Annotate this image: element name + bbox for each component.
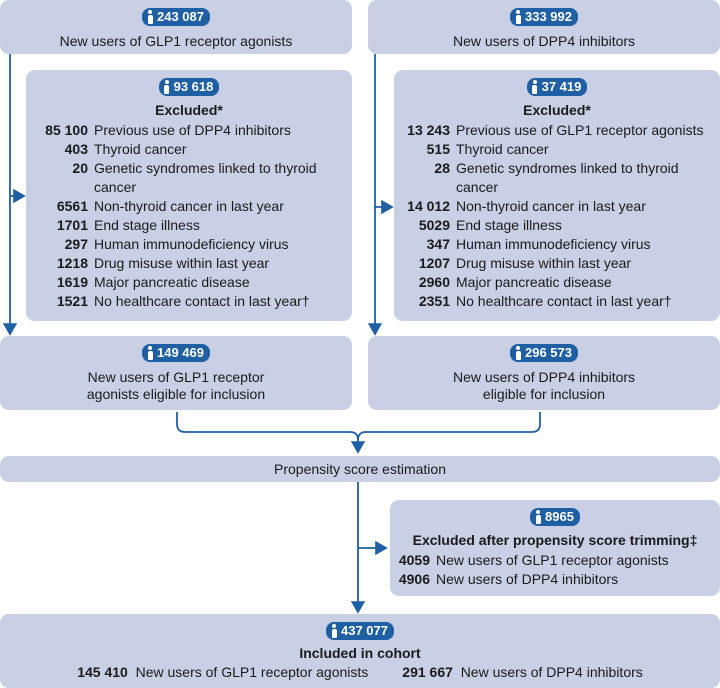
excluded-list [32,121,346,311]
count-badge: 437 077 [326,622,394,640]
count-badge: 8965 [530,508,580,526]
list-item: 20 Genetic syndromes linked to thyroid cancer [72,160,317,195]
list-item: 85 100 Previous use of DPP4 inhibitors [45,122,291,138]
merge-right [358,412,540,440]
list-item: 1218 Drug misuse within last year [56,255,270,271]
list-item: 515 Thyroid cancer [426,141,549,157]
excluded-list [400,121,714,311]
merge-left [177,412,358,452]
excluded-title: Excluded* [155,102,223,118]
excluded-title: Excluded after propensity score trimming‡ [412,532,698,548]
count-badge: 243 087 [142,8,210,26]
list-item: 1207 Drug misuse within last year [418,255,632,271]
person-icon [531,80,539,94]
box-dpp4-eligible [368,336,720,410]
list-item: 5029 End stage illness [418,217,562,233]
list-item: 403 Thyroid cancer [64,141,187,157]
person-icon [163,80,171,94]
person-icon [330,624,338,638]
list-item: 1701 End stage illness [56,217,200,233]
box-label: New users of DPP4 inhibitors [452,33,636,49]
count-badge: 93 618 [159,78,220,96]
count-badge: 296 573 [510,344,578,362]
box-trimming-excluded [390,500,720,596]
person-icon [534,510,542,524]
box-propensity-estimation [0,456,720,482]
box-glp1-new-users [0,0,352,54]
box-label: Propensity score estimation [274,461,446,477]
cohort-dpp4: 291 667 New users of DPP4 inhibitors [402,664,643,680]
list-item: 2960 Major pancreatic disease [418,274,612,290]
box-included-cohort [0,614,720,688]
person-icon [146,10,154,24]
excluded-title: Excluded* [523,102,591,118]
box-label-line1: New users of DPP4 inhibitors [452,369,636,385]
box-glp1-eligible [0,336,352,410]
person-icon [514,346,522,360]
box-dpp4-excluded [394,70,720,321]
list-item: 347 Human immunodeficiency virus [426,236,651,252]
list-item: 14 012 Non-thyroid cancer in last year [407,198,646,214]
list-item: 6561 Non-thyroid cancer in last year [56,198,284,214]
box-label-line2: eligible for inclusion [482,386,606,402]
count-badge: 149 469 [142,344,210,362]
box-glp1-excluded [26,70,352,321]
box-label-line2: agonists eligible for inclusion [86,386,266,402]
cohort-breakdown [0,663,720,681]
list-item: 13 243 Previous use of GLP1 receptor agonists [407,122,704,138]
list-item: 1619 Major pancreatic disease [56,274,250,290]
list-item: 4906 New users of DPP4 inhibitors [398,571,619,587]
list-item: 2351 No healthcare contact in last year† [418,293,672,309]
count-badge: 333 992 [510,8,578,26]
list-item: 297 Human immunodeficiency virus [64,236,289,252]
cohort-glp1: 145 410 New users of GLP1 receptor agonists [77,664,369,680]
list-item: 1521 No healthcare contact in last year† [56,293,310,309]
box-label: New users of GLP1 receptor agonists [59,33,293,49]
box-label-line1: New users of GLP1 receptor [87,369,265,385]
box-dpp4-new-users [368,0,720,54]
list-item: 4059 New users of GLP1 receptor agonists [398,552,669,568]
list-item: 28 Genetic syndromes linked to thyroid cancer [434,160,679,195]
cohort-title: Included in cohort [299,645,421,661]
person-icon [146,346,154,360]
count-badge: 37 419 [527,78,588,96]
person-icon [514,10,522,24]
